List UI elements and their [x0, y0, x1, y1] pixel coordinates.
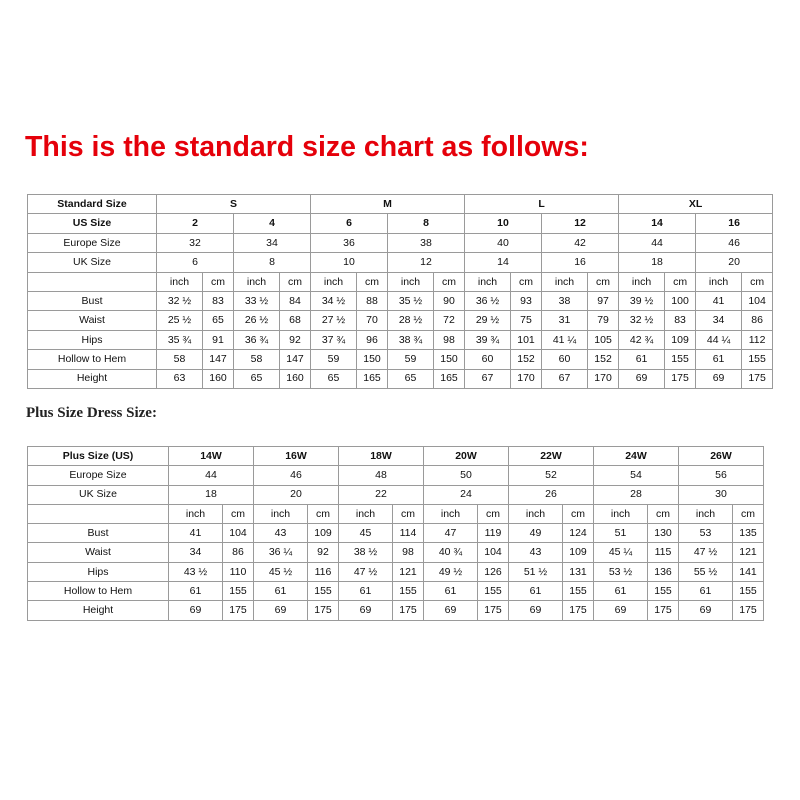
std-uk-label: UK Size	[28, 253, 157, 272]
plus-unit-cm: cm	[393, 504, 424, 523]
plus-us-cell: 18W	[339, 447, 424, 466]
std-europe-label: Europe Size	[28, 233, 157, 252]
plus-measure-value: 136	[648, 562, 679, 581]
std-measure-value: 170	[511, 369, 542, 388]
std-measure-value: 72	[434, 311, 465, 330]
plus-measure-value: 155	[563, 582, 594, 601]
std-unit-inch: inch	[696, 272, 742, 291]
plus-measure-row	[28, 524, 764, 543]
plus-measure-row	[28, 543, 764, 562]
plus-measure-value: 51 ½	[509, 562, 563, 581]
plus-measure-value: 69	[424, 601, 478, 620]
std-uk-cell: 20	[696, 253, 773, 272]
plus-measure-value: 43 ½	[169, 562, 223, 581]
plus-measure-value: 98	[393, 543, 424, 562]
plus-measure-value: 61	[339, 582, 393, 601]
std-measure-value: 35 ½	[388, 291, 434, 310]
plus-measure-value: 61	[424, 582, 478, 601]
plus-measure-value: 69	[679, 601, 733, 620]
plus-measure-value: 45	[339, 524, 393, 543]
std-measure-value: 39 ¾	[465, 330, 511, 349]
std-us-row	[28, 214, 773, 233]
std-measure-value: 27 ½	[311, 311, 357, 330]
std-measure-value: 65	[203, 311, 234, 330]
std-measure-label: Waist	[28, 311, 157, 330]
std-measure-value: 96	[357, 330, 388, 349]
plus-measure-label: Hips	[28, 562, 169, 581]
plus-measure-value: 40 ¾	[424, 543, 478, 562]
plus-uk-cell: 18	[169, 485, 254, 504]
std-europe-cell: 38	[388, 233, 465, 252]
plus-measure-value: 141	[733, 562, 764, 581]
std-measure-value: 58	[234, 350, 280, 369]
plus-measure-value: 175	[223, 601, 254, 620]
plus-header-label: Plus Size (US)	[28, 447, 169, 466]
plus-measure-value: 51	[594, 524, 648, 543]
plus-measure-value: 61	[509, 582, 563, 601]
std-measure-value: 36 ½	[465, 291, 511, 310]
plus-measure-value: 121	[733, 543, 764, 562]
std-measure-label: Hollow to Hem	[28, 350, 157, 369]
std-measure-value: 93	[511, 291, 542, 310]
plus-measure-value: 109	[308, 524, 339, 543]
std-measure-value: 34	[696, 311, 742, 330]
std-measure-value: 35 ¾	[157, 330, 203, 349]
plus-measure-value: 175	[733, 601, 764, 620]
std-group-cell: S	[157, 195, 311, 214]
std-measure-row	[28, 311, 773, 330]
std-measure-value: 109	[665, 330, 696, 349]
plus-measure-value: 43	[254, 524, 308, 543]
std-measure-value: 160	[280, 369, 311, 388]
plus-measure-label: Waist	[28, 543, 169, 562]
std-measure-value: 44 ¼	[696, 330, 742, 349]
std-measure-value: 65	[234, 369, 280, 388]
plus-size-table	[27, 446, 764, 621]
std-us-cell: 4	[234, 214, 311, 233]
std-measure-value: 160	[203, 369, 234, 388]
plus-uk-label: UK Size	[28, 485, 169, 504]
std-uk-cell: 18	[619, 253, 696, 272]
plus-measure-value: 36 ¼	[254, 543, 308, 562]
std-measure-value: 32 ½	[157, 291, 203, 310]
std-unit-cm: cm	[280, 272, 311, 291]
plus-measure-row	[28, 582, 764, 601]
std-measure-value: 69	[696, 369, 742, 388]
plus-measure-label: Height	[28, 601, 169, 620]
std-europe-row	[28, 233, 773, 252]
std-group-cell: XL	[619, 195, 773, 214]
plus-measure-value: 41	[169, 524, 223, 543]
plus-unit-cm: cm	[563, 504, 594, 523]
std-measure-value: 65	[388, 369, 434, 388]
std-europe-cell: 36	[311, 233, 388, 252]
std-europe-cell: 34	[234, 233, 311, 252]
plus-measure-value: 126	[478, 562, 509, 581]
std-measure-value: 39 ½	[619, 291, 665, 310]
plus-us-cell: 20W	[424, 447, 509, 466]
std-measure-value: 60	[465, 350, 511, 369]
plus-europe-cell: 56	[679, 466, 764, 485]
plus-us-cell: 22W	[509, 447, 594, 466]
std-measure-value: 28 ½	[388, 311, 434, 330]
std-measure-value: 61	[619, 350, 665, 369]
std-unit-blank	[28, 272, 157, 291]
std-unit-inch: inch	[311, 272, 357, 291]
std-measure-value: 101	[511, 330, 542, 349]
plus-unit-inch: inch	[254, 504, 308, 523]
plus-measure-label: Bust	[28, 524, 169, 543]
plus-measure-value: 47 ½	[339, 562, 393, 581]
std-measure-value: 75	[511, 311, 542, 330]
std-measure-value: 147	[280, 350, 311, 369]
plus-measure-label: Hollow to Hem	[28, 582, 169, 601]
plus-measure-value: 47 ½	[679, 543, 733, 562]
std-unit-cm: cm	[588, 272, 619, 291]
plus-unit-cm: cm	[478, 504, 509, 523]
plus-unit-row	[28, 504, 764, 523]
plus-europe-cell: 48	[339, 466, 424, 485]
plus-measure-value: 104	[478, 543, 509, 562]
std-measure-value: 68	[280, 311, 311, 330]
plus-measure-value: 155	[478, 582, 509, 601]
std-measure-value: 97	[588, 291, 619, 310]
std-measure-value: 37 ¾	[311, 330, 357, 349]
plus-measure-value: 69	[509, 601, 563, 620]
plus-us-cell: 24W	[594, 447, 679, 466]
std-measure-value: 41	[696, 291, 742, 310]
std-group-row	[28, 195, 773, 214]
plus-us-cell: 16W	[254, 447, 339, 466]
plus-measure-value: 155	[648, 582, 679, 601]
plus-europe-label: Europe Size	[28, 466, 169, 485]
std-measure-value: 65	[311, 369, 357, 388]
plus-uk-row	[28, 485, 764, 504]
plus-measure-value: 110	[223, 562, 254, 581]
plus-measure-value: 131	[563, 562, 594, 581]
plus-measure-value: 155	[393, 582, 424, 601]
plus-measure-value: 45 ½	[254, 562, 308, 581]
page-title: This is the standard size chart as follows:	[25, 131, 589, 163]
std-measure-value: 112	[742, 330, 773, 349]
plus-europe-cell: 44	[169, 466, 254, 485]
std-us-cell: 16	[696, 214, 773, 233]
plus-measure-value: 53	[679, 524, 733, 543]
std-measure-row	[28, 330, 773, 349]
std-measure-value: 79	[588, 311, 619, 330]
std-measure-value: 83	[665, 311, 696, 330]
std-us-cell: 12	[542, 214, 619, 233]
plus-measure-row	[28, 601, 764, 620]
std-measure-label: Bust	[28, 291, 157, 310]
plus-measure-value: 69	[339, 601, 393, 620]
std-measure-value: 34 ½	[311, 291, 357, 310]
std-measure-value: 63	[157, 369, 203, 388]
std-measure-value: 25 ½	[157, 311, 203, 330]
std-unit-cm: cm	[203, 272, 234, 291]
std-measure-value: 152	[588, 350, 619, 369]
std-measure-value: 155	[665, 350, 696, 369]
std-measure-value: 59	[311, 350, 357, 369]
std-measure-value: 91	[203, 330, 234, 349]
std-measure-value: 165	[357, 369, 388, 388]
std-measure-value: 175	[742, 369, 773, 388]
std-measure-value: 26 ½	[234, 311, 280, 330]
plus-measure-value: 49 ½	[424, 562, 478, 581]
std-group-cell: M	[311, 195, 465, 214]
std-us-label: US Size	[28, 214, 157, 233]
plus-measure-value: 69	[169, 601, 223, 620]
plus-measure-value: 109	[563, 543, 594, 562]
std-measure-value: 58	[157, 350, 203, 369]
std-unit-cm: cm	[511, 272, 542, 291]
plus-measure-value: 61	[254, 582, 308, 601]
plus-measure-value: 175	[393, 601, 424, 620]
plus-measure-value: 135	[733, 524, 764, 543]
std-measure-label: Height	[28, 369, 157, 388]
plus-size-heading: Plus Size Dress Size:	[26, 405, 157, 421]
plus-europe-cell: 52	[509, 466, 594, 485]
plus-unit-cm: cm	[733, 504, 764, 523]
plus-unit-blank	[28, 504, 169, 523]
std-measure-value: 69	[619, 369, 665, 388]
std-measure-value: 42 ¾	[619, 330, 665, 349]
plus-uk-cell: 30	[679, 485, 764, 504]
plus-us-row	[28, 447, 764, 466]
std-uk-cell: 8	[234, 253, 311, 272]
std-measure-value: 67	[465, 369, 511, 388]
std-group-cell: L	[465, 195, 619, 214]
std-measure-value: 84	[280, 291, 311, 310]
plus-unit-inch: inch	[169, 504, 223, 523]
std-measure-value: 165	[434, 369, 465, 388]
std-measure-value: 61	[696, 350, 742, 369]
std-measure-row	[28, 350, 773, 369]
standard-size-table	[27, 194, 773, 389]
std-measure-label: Hips	[28, 330, 157, 349]
std-measure-row	[28, 369, 773, 388]
plus-europe-row	[28, 466, 764, 485]
std-measure-value: 90	[434, 291, 465, 310]
plus-measure-value: 47	[424, 524, 478, 543]
std-measure-value: 92	[280, 330, 311, 349]
std-us-cell: 2	[157, 214, 234, 233]
plus-measure-value: 114	[393, 524, 424, 543]
plus-unit-inch: inch	[594, 504, 648, 523]
plus-europe-cell: 50	[424, 466, 509, 485]
std-measure-value: 152	[511, 350, 542, 369]
plus-uk-cell: 28	[594, 485, 679, 504]
std-measure-value: 105	[588, 330, 619, 349]
std-measure-value: 86	[742, 311, 773, 330]
plus-measure-value: 121	[393, 562, 424, 581]
plus-unit-inch: inch	[424, 504, 478, 523]
plus-measure-value: 61	[169, 582, 223, 601]
std-unit-inch: inch	[465, 272, 511, 291]
std-measure-value: 29 ½	[465, 311, 511, 330]
std-unit-inch: inch	[542, 272, 588, 291]
std-measure-value: 88	[357, 291, 388, 310]
std-measure-value: 150	[357, 350, 388, 369]
plus-unit-inch: inch	[679, 504, 733, 523]
plus-measure-value: 53 ½	[594, 562, 648, 581]
plus-uk-cell: 24	[424, 485, 509, 504]
std-measure-value: 70	[357, 311, 388, 330]
plus-unit-inch: inch	[339, 504, 393, 523]
plus-measure-value: 116	[308, 562, 339, 581]
std-europe-cell: 46	[696, 233, 773, 252]
plus-measure-value: 130	[648, 524, 679, 543]
std-measure-value: 100	[665, 291, 696, 310]
plus-us-cell: 14W	[169, 447, 254, 466]
plus-measure-value: 155	[223, 582, 254, 601]
plus-measure-value: 61	[594, 582, 648, 601]
std-measure-value: 60	[542, 350, 588, 369]
std-measure-value: 147	[203, 350, 234, 369]
plus-measure-value: 175	[648, 601, 679, 620]
plus-uk-cell: 22	[339, 485, 424, 504]
plus-measure-value: 92	[308, 543, 339, 562]
std-measure-value: 155	[742, 350, 773, 369]
plus-unit-cm: cm	[308, 504, 339, 523]
std-unit-cm: cm	[665, 272, 696, 291]
plus-measure-value: 155	[733, 582, 764, 601]
plus-europe-cell: 54	[594, 466, 679, 485]
std-measure-value: 98	[434, 330, 465, 349]
plus-unit-cm: cm	[223, 504, 254, 523]
std-measure-value: 170	[588, 369, 619, 388]
std-measure-row	[28, 291, 773, 310]
plus-measure-value: 45 ¼	[594, 543, 648, 562]
std-unit-cm: cm	[434, 272, 465, 291]
std-measure-value: 104	[742, 291, 773, 310]
std-europe-cell: 32	[157, 233, 234, 252]
std-uk-cell: 6	[157, 253, 234, 272]
std-europe-cell: 40	[465, 233, 542, 252]
plus-measure-value: 61	[679, 582, 733, 601]
std-measure-value: 41 ¼	[542, 330, 588, 349]
std-uk-cell: 12	[388, 253, 465, 272]
plus-measure-value: 38 ½	[339, 543, 393, 562]
std-us-cell: 10	[465, 214, 542, 233]
std-unit-cm: cm	[742, 272, 773, 291]
plus-measure-value: 43	[509, 543, 563, 562]
plus-measure-value: 69	[594, 601, 648, 620]
std-uk-cell: 10	[311, 253, 388, 272]
std-us-cell: 14	[619, 214, 696, 233]
std-measure-value: 83	[203, 291, 234, 310]
plus-measure-value: 115	[648, 543, 679, 562]
plus-measure-value: 104	[223, 524, 254, 543]
std-unit-inch: inch	[157, 272, 203, 291]
std-uk-cell: 16	[542, 253, 619, 272]
plus-unit-cm: cm	[648, 504, 679, 523]
std-unit-inch: inch	[234, 272, 280, 291]
std-europe-cell: 42	[542, 233, 619, 252]
std-measure-value: 59	[388, 350, 434, 369]
plus-measure-value: 124	[563, 524, 594, 543]
std-unit-inch: inch	[388, 272, 434, 291]
std-uk-row	[28, 253, 773, 272]
std-us-cell: 8	[388, 214, 465, 233]
std-measure-value: 150	[434, 350, 465, 369]
std-measure-value: 175	[665, 369, 696, 388]
plus-measure-value: 119	[478, 524, 509, 543]
std-unit-inch: inch	[619, 272, 665, 291]
std-measure-value: 33 ½	[234, 291, 280, 310]
std-us-cell: 6	[311, 214, 388, 233]
std-measure-value: 36 ¾	[234, 330, 280, 349]
plus-unit-inch: inch	[509, 504, 563, 523]
std-header-label: Standard Size	[28, 195, 157, 214]
plus-measure-value: 175	[308, 601, 339, 620]
std-measure-value: 38	[542, 291, 588, 310]
std-uk-cell: 14	[465, 253, 542, 272]
std-unit-row	[28, 272, 773, 291]
std-measure-value: 38 ¾	[388, 330, 434, 349]
plus-europe-cell: 46	[254, 466, 339, 485]
plus-uk-cell: 26	[509, 485, 594, 504]
std-measure-value: 67	[542, 369, 588, 388]
std-measure-value: 31	[542, 311, 588, 330]
std-unit-cm: cm	[357, 272, 388, 291]
std-europe-cell: 44	[619, 233, 696, 252]
plus-measure-row	[28, 562, 764, 581]
plus-measure-value: 155	[308, 582, 339, 601]
plus-us-cell: 26W	[679, 447, 764, 466]
plus-measure-value: 69	[254, 601, 308, 620]
plus-measure-value: 175	[563, 601, 594, 620]
plus-measure-value: 86	[223, 543, 254, 562]
plus-measure-value: 55 ½	[679, 562, 733, 581]
plus-measure-value: 49	[509, 524, 563, 543]
std-measure-value: 32 ½	[619, 311, 665, 330]
plus-measure-value: 175	[478, 601, 509, 620]
plus-uk-cell: 20	[254, 485, 339, 504]
plus-measure-value: 34	[169, 543, 223, 562]
